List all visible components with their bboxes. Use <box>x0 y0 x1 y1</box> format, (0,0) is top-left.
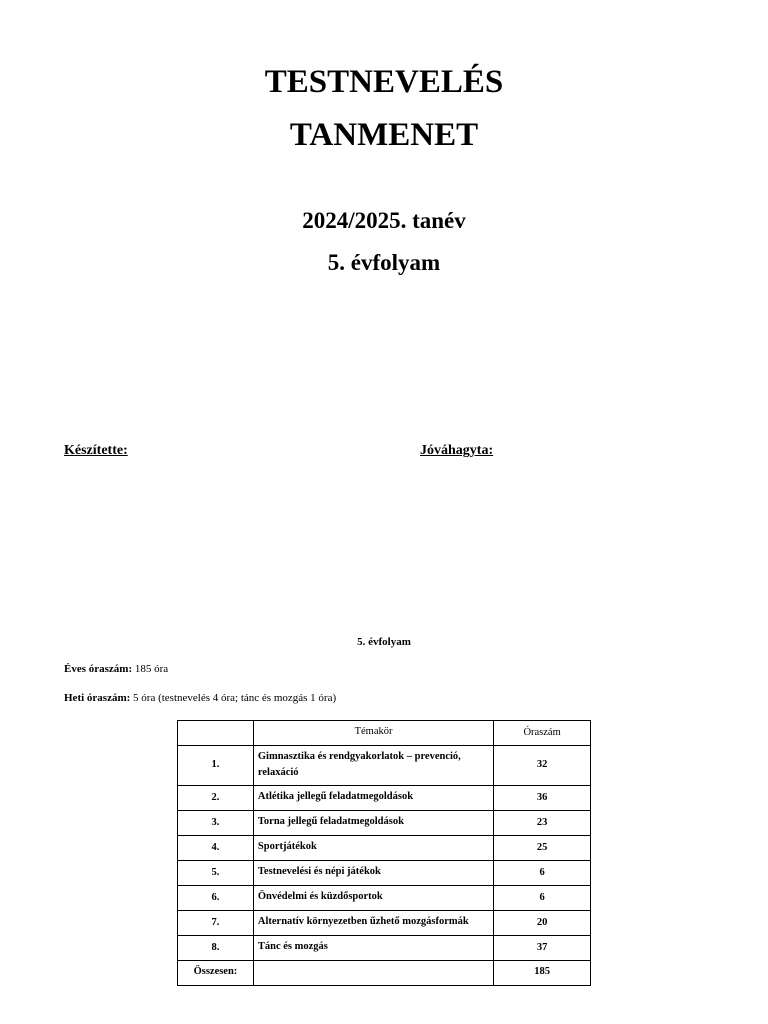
row-hours: 37 <box>494 936 591 961</box>
section-title: 5. évfolyam <box>357 636 411 648</box>
column-header-hours: Óraszám <box>494 721 591 746</box>
document-title: TESTNEVELÉS <box>264 64 504 100</box>
grade-heading: 5. évfolyam <box>327 250 441 275</box>
table-row <box>178 746 591 786</box>
row-topic: Torna jellegű feladatmegoldások <box>253 811 493 836</box>
row-hours: 6 <box>494 861 591 886</box>
row-number: 4. <box>178 836 254 861</box>
row-hours: 23 <box>494 811 591 836</box>
annual-hours <box>64 663 168 675</box>
approved-by-label: Jóváhagyta: <box>420 443 494 458</box>
table-row <box>178 836 591 861</box>
annual-hours-label: Éves óraszám: <box>64 663 133 675</box>
row-hours: 25 <box>494 836 591 861</box>
row-number: 5. <box>178 861 254 886</box>
row-topic: Sportjátékok <box>253 836 493 861</box>
column-header-topic: Témakör <box>253 721 493 746</box>
curriculum-table <box>177 720 591 986</box>
row-number: 1. <box>178 746 254 786</box>
row-topic: Testnevelési és népi játékok <box>253 861 493 886</box>
row-hours: 36 <box>494 786 591 811</box>
row-hours: 6 <box>494 886 591 911</box>
row-number: 8. <box>178 936 254 961</box>
row-topic: Gimnasztika és rendgyakorlatok – prevenció, relaxáció <box>253 746 493 786</box>
row-number: 6. <box>178 886 254 911</box>
row-topic: Önvédelmi és küzdősportok <box>253 886 493 911</box>
document-subtitle: TANMENET <box>289 117 479 153</box>
table-total-row <box>178 961 591 986</box>
table-row <box>178 811 591 836</box>
row-hours: 20 <box>494 911 591 936</box>
school-year: 2024/2025. tanév <box>302 208 466 233</box>
column-header-number <box>178 721 254 746</box>
row-number: 3. <box>178 811 254 836</box>
table-row <box>178 911 591 936</box>
total-value: 185 <box>494 961 591 986</box>
row-topic: Tánc és mozgás <box>253 936 493 961</box>
prepared-by-label: Készítette: <box>64 443 128 458</box>
weekly-hours-value: 5 óra (testnevelés 4 óra; tánc és mozgás 1 óra) <box>133 692 337 704</box>
table-row <box>178 936 591 961</box>
annual-hours-value: 185 óra <box>134 663 169 675</box>
row-number: 2. <box>178 786 254 811</box>
table-row <box>178 861 591 886</box>
weekly-hours-label: Heti óraszám: <box>64 692 131 704</box>
table-row <box>178 886 591 911</box>
row-hours: 32 <box>494 746 591 786</box>
table-header-row <box>178 721 591 746</box>
table-row <box>178 786 591 811</box>
total-label: Összesen: <box>178 961 254 986</box>
weekly-hours <box>64 692 336 704</box>
row-number: 7. <box>178 911 254 936</box>
row-topic: Alternatív környezetben űzhető mozgásformák <box>253 911 493 936</box>
total-empty-cell <box>253 961 493 986</box>
row-topic: Atlétika jellegű feladatmegoldások <box>253 786 493 811</box>
